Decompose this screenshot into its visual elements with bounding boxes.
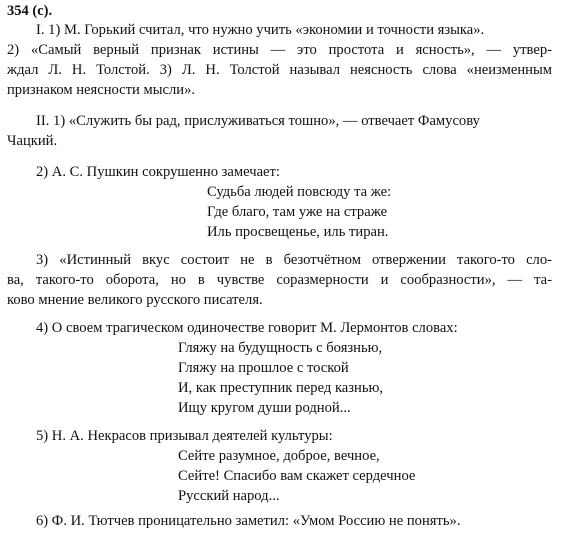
- item2-verse-line: Судьба людей повсюду та же:: [207, 184, 392, 200]
- item3-line-3: ково мнение великого русского писателя.: [7, 292, 263, 308]
- section2-line-1: II. 1) «Служить бы рад, прислуживаться тошно», — отвечает Фамусову: [36, 113, 480, 129]
- item4-verse-line: Гляжу на будущность с боязнью,: [178, 340, 383, 356]
- item2-intro: 2) А. С. Пушкин сокрушенно замечает:: [36, 164, 280, 180]
- exercise-number: 354 (с).: [7, 3, 53, 19]
- item2-verse-line: Где благо, там уже на страже: [207, 204, 388, 220]
- item3-line-1: 3) «Истинный вкус состоит не в безотчётном отвержении такого-то сло-: [36, 252, 552, 268]
- item4-verse-line: Ищу кругом души родной...: [178, 400, 351, 416]
- item5-intro: 5) Н. А. Некрасов призывал деятелей культуры:: [36, 428, 333, 444]
- item6-line: 6) Ф. И. Тютчев проницательно заметил: «Умом Россию не понять».: [36, 513, 461, 529]
- item3-line-2: ва, такого-то оборота, но в чувстве соразмерности и сообразности», — та-: [7, 272, 552, 288]
- item5-verse-line: Русский народ...: [178, 488, 280, 504]
- section1-line-2: 2) «Самый верный признак истины — это простота и ясность», — утвер-: [7, 42, 552, 58]
- item2-verse-line: Иль просвещенье, иль тиран.: [207, 224, 389, 240]
- item5-verse-line: Сейте! Спасибо вам скажет сердечное: [178, 468, 416, 484]
- item4-verse-line: И, как преступник перед казнью,: [178, 380, 384, 396]
- item4-intro: 4) О своем трагическом одиночестве говорит М. Лермонтов словах:: [36, 320, 458, 336]
- item5-verse-line: Сейте разумное, доброе, вечное,: [178, 448, 380, 464]
- item4-verse-line: Гляжу на прошлое с тоской: [178, 360, 349, 376]
- section1-line-4: признаком неясности мысли».: [7, 82, 196, 98]
- section1-line-3: ждал Л. Н. Толстой. 3) Л. Н. Толстой называл неясность слова «неизменным: [7, 62, 552, 78]
- section1-line-1: I. 1) М. Горький считал, что нужно учить «экономии и точности языка».: [36, 22, 485, 38]
- section2-line-2: Чацкий.: [7, 133, 58, 149]
